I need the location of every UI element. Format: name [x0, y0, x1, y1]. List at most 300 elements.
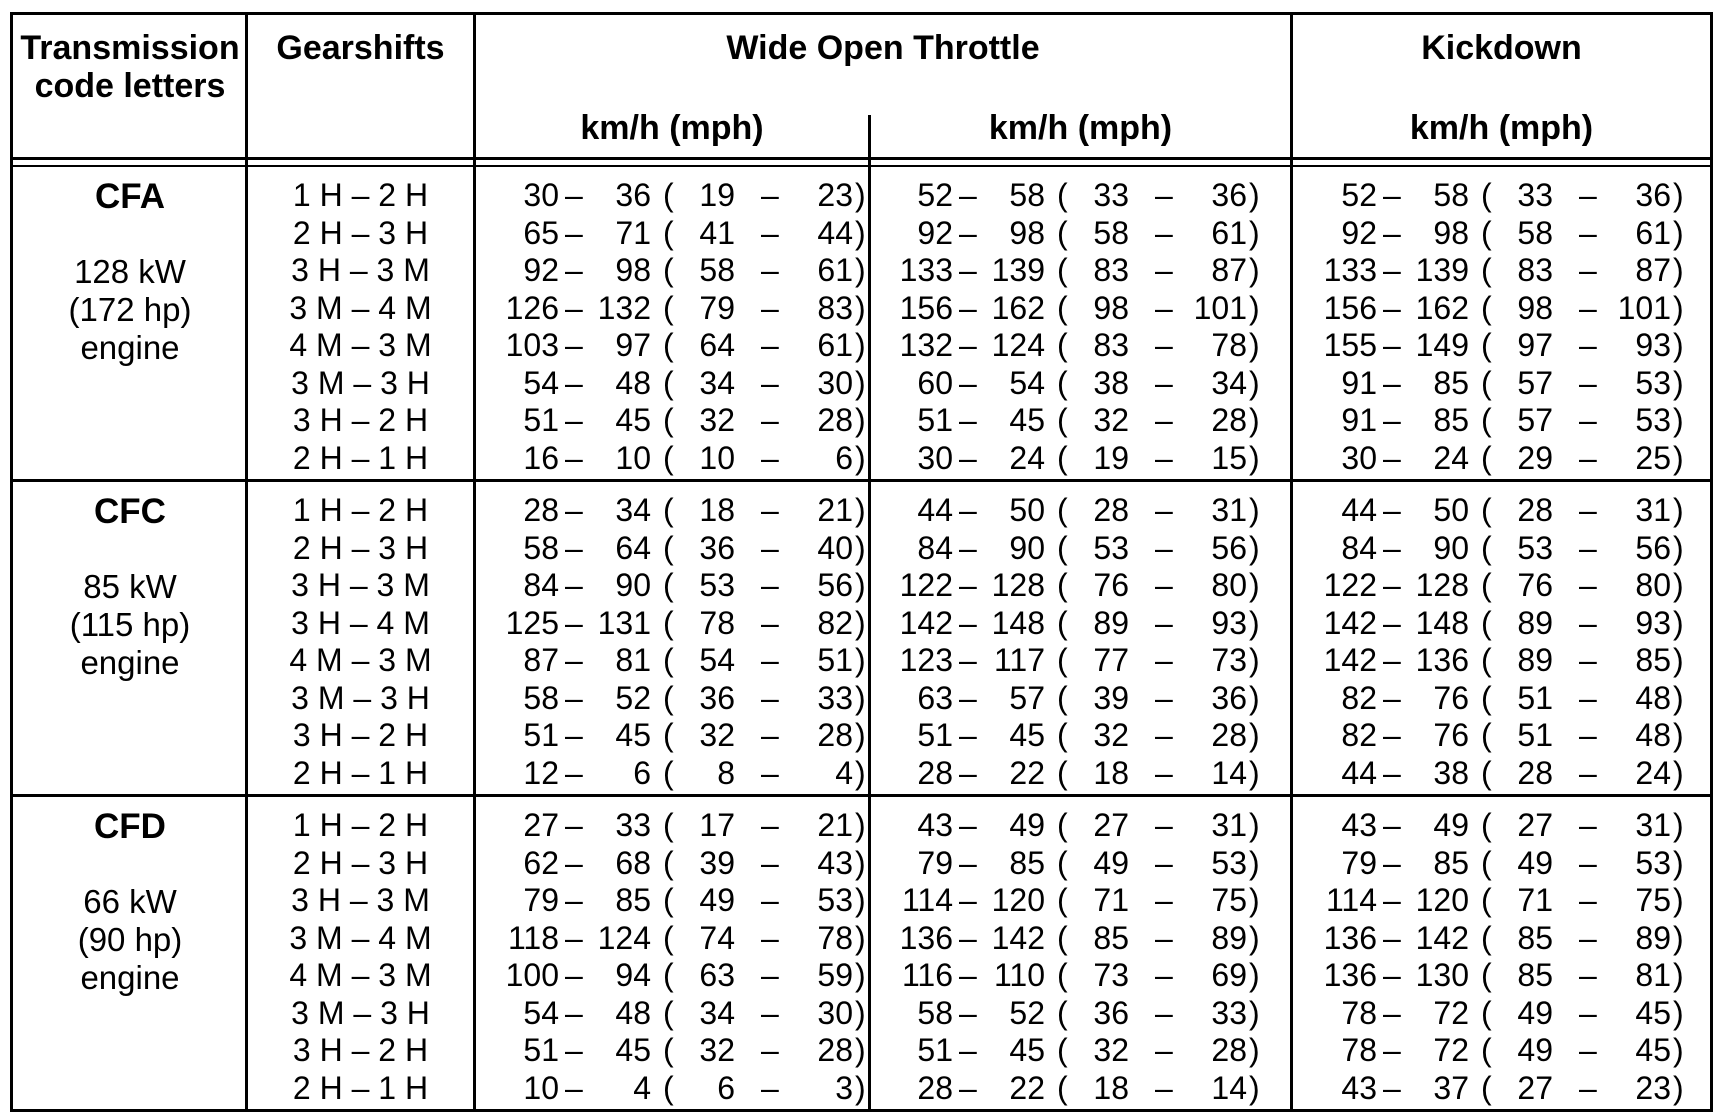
mph-to: 87: [1635, 252, 1671, 288]
mph-to: 78: [817, 919, 853, 956]
dash: –: [1383, 529, 1401, 566]
dash: –: [761, 844, 779, 881]
mph-to: 85: [1635, 642, 1671, 678]
paren-close: ): [1249, 604, 1260, 641]
paren-open: (: [1481, 402, 1492, 438]
kmh-from: 103: [505, 327, 559, 363]
speed-range-cell: [1313, 365, 1693, 403]
kmh-from: 125: [505, 604, 559, 641]
kmh-to: 22: [1009, 1069, 1045, 1106]
mph-to: 28: [817, 717, 853, 753]
kmh-to: 148: [1415, 604, 1469, 641]
speed-range-cell: [1313, 252, 1693, 290]
paren-close: ): [1249, 994, 1260, 1031]
dash: –: [959, 529, 977, 566]
kmh-from: 28: [523, 492, 559, 528]
speed-range-cell: [889, 1032, 1269, 1070]
kmh-from: 133: [1323, 252, 1377, 288]
dash: –: [959, 604, 977, 641]
dash: –: [1155, 919, 1173, 956]
kmh-from: 79: [523, 882, 559, 918]
paren-close: ): [1249, 754, 1260, 791]
speed-range-cell: [1313, 957, 1693, 995]
kmh-to: 148: [991, 604, 1045, 641]
mph-from: 32: [699, 717, 735, 753]
kmh-to: 132: [597, 289, 651, 326]
mph-from: 79: [699, 289, 735, 326]
paren-close: ): [1249, 882, 1260, 918]
dash: –: [1579, 717, 1597, 753]
dash: –: [565, 957, 583, 993]
speed-range-cell: [1313, 1032, 1693, 1070]
paren-close: ): [1249, 642, 1260, 678]
dash: –: [761, 1032, 779, 1068]
dash: –: [1579, 882, 1597, 918]
dash: –: [1155, 439, 1173, 476]
paren-open: (: [663, 642, 674, 678]
speed-range-cell: [1313, 807, 1693, 845]
paren-open: (: [1057, 289, 1068, 326]
mph-to: 87: [1211, 252, 1247, 288]
dash: –: [565, 1069, 583, 1106]
paren-close: ): [855, 567, 866, 603]
speed-range-cell: [889, 845, 1269, 883]
speed-range-cell: [495, 845, 875, 883]
dash: –: [1383, 679, 1401, 716]
paren-close: ): [1249, 214, 1260, 251]
dash: –: [1155, 1032, 1173, 1068]
mph-to: 30: [817, 994, 853, 1031]
dash: –: [761, 327, 779, 363]
mph-to: 3: [835, 1069, 853, 1106]
engine-power-kw: 66 kW: [83, 883, 177, 920]
kmh-from: 12: [523, 754, 559, 791]
mph-to: 56: [1211, 529, 1247, 566]
paren-open: (: [1057, 717, 1068, 753]
kmh-from: 122: [899, 567, 953, 603]
mph-from: 85: [1517, 957, 1553, 993]
speed-range-cell: [889, 882, 1269, 920]
mph-to: 56: [817, 567, 853, 603]
mph-to: 31: [1211, 492, 1247, 528]
mph-to: 89: [1635, 919, 1671, 956]
paren-open: (: [663, 252, 674, 288]
dash: –: [761, 364, 779, 401]
mph-from: 76: [1093, 567, 1129, 603]
dash: –: [1579, 327, 1597, 363]
gearshift-cell: 2 H – 3 H: [292, 844, 429, 881]
dash: –: [959, 717, 977, 753]
kmh-to: 49: [1009, 807, 1045, 843]
kmh-from: 92: [523, 252, 559, 288]
dash: –: [1155, 289, 1173, 326]
mph-from: 32: [699, 1032, 735, 1068]
mph-from: 17: [699, 807, 735, 843]
kmh-from: 52: [917, 177, 953, 213]
mph-to: 51: [817, 642, 853, 678]
kmh-to: 139: [1415, 252, 1469, 288]
paren-close: ): [1673, 529, 1684, 566]
kmh-from: 91: [1341, 402, 1377, 438]
dash: –: [959, 214, 977, 251]
kmh-from: 54: [523, 364, 559, 401]
kmh-to: 58: [1009, 177, 1045, 213]
mph-from: 27: [1517, 1069, 1553, 1106]
speed-range-cell: [1313, 642, 1693, 680]
paren-open: (: [663, 289, 674, 326]
speed-range-cell: [889, 957, 1269, 995]
paren-open: (: [1481, 882, 1492, 918]
paren-open: (: [1057, 177, 1068, 213]
kmh-from: 136: [899, 919, 953, 956]
mph-from: 73: [1093, 957, 1129, 993]
speed-range-cell: [889, 755, 1269, 793]
dash: –: [1155, 994, 1173, 1031]
paren-open: (: [1481, 214, 1492, 251]
kmh-from: 58: [917, 994, 953, 1031]
mph-to: 23: [817, 177, 853, 213]
mph-from: 27: [1517, 807, 1553, 843]
kmh-to: 85: [1433, 402, 1469, 438]
paren-open: (: [663, 919, 674, 956]
mph-to: 89: [1211, 919, 1247, 956]
dash: –: [959, 679, 977, 716]
paren-close: ): [1673, 1069, 1684, 1106]
engine-label: engine: [80, 329, 180, 366]
dash: –: [565, 252, 583, 288]
kmh-from: 30: [1341, 439, 1377, 476]
paren-open: (: [1057, 807, 1068, 843]
dash: –: [1155, 679, 1173, 716]
paren-close: ): [1673, 754, 1684, 791]
paren-close: ): [1673, 567, 1684, 603]
mph-from: 58: [699, 252, 735, 288]
dash: –: [1155, 214, 1173, 251]
kmh-from: 27: [523, 807, 559, 843]
paren-close: ): [1249, 492, 1260, 528]
speed-range-cell: [1313, 530, 1693, 568]
dash: –: [1383, 844, 1401, 881]
dash: –: [1383, 957, 1401, 993]
mph-from: 10: [699, 439, 735, 476]
mph-from: 83: [1517, 252, 1553, 288]
group-divider-1: [13, 479, 1710, 482]
mph-from: 18: [699, 492, 735, 528]
speed-range-cell: [889, 440, 1269, 478]
divider-col2: [473, 15, 476, 1109]
paren-open: (: [663, 529, 674, 566]
wot-column: [495, 177, 875, 477]
kmh-from: 133: [899, 252, 953, 288]
paren-open: (: [1057, 529, 1068, 566]
speed-range-cell: [495, 290, 875, 328]
mph-from: 74: [699, 919, 735, 956]
paren-open: (: [1057, 567, 1068, 603]
wot-column: [889, 807, 1269, 1107]
paren-open: (: [1481, 364, 1492, 401]
kmh-from: 84: [1341, 529, 1377, 566]
kmh-from: 132: [899, 327, 953, 363]
dash: –: [959, 919, 977, 956]
mph-from: 57: [1517, 364, 1553, 401]
mph-from: 18: [1093, 754, 1129, 791]
speed-range-cell: [495, 252, 875, 290]
speed-range-cell: [889, 215, 1269, 253]
paren-open: (: [663, 957, 674, 993]
speed-range-cell: [1313, 440, 1693, 478]
engine-power-hp: (115 hp): [69, 606, 191, 643]
dash: –: [1155, 492, 1173, 528]
dash: –: [565, 717, 583, 753]
paren-open: (: [1481, 604, 1492, 641]
mph-to: 80: [1211, 567, 1247, 603]
mph-to: 45: [1635, 994, 1671, 1031]
mph-from: 89: [1517, 642, 1553, 678]
speed-range-cell: [495, 402, 875, 440]
paren-close: ): [855, 844, 866, 881]
kmh-to: 52: [1009, 994, 1045, 1031]
paren-close: ): [1249, 679, 1260, 716]
kmh-to: 98: [1433, 214, 1469, 251]
speed-range-cell: [1313, 605, 1693, 643]
kmh-to: 57: [1009, 679, 1045, 716]
mph-to: 24: [1635, 754, 1671, 791]
mph-to: 61: [817, 252, 853, 288]
engine-description: [17, 568, 243, 682]
mph-from: 85: [1093, 919, 1129, 956]
kmh-to: 81: [615, 642, 651, 678]
paren-close: ): [855, 604, 866, 641]
mph-to: 93: [1635, 604, 1671, 641]
kmh-from: 63: [917, 679, 953, 716]
dash: –: [565, 882, 583, 918]
kmh-to: 120: [1415, 882, 1469, 918]
kmh-to: 45: [1009, 717, 1045, 753]
mph-to: 4: [835, 754, 853, 791]
kmh-from: 142: [1323, 604, 1377, 641]
paren-close: ): [855, 754, 866, 791]
kmh-from: 28: [917, 754, 953, 791]
dash: –: [761, 717, 779, 753]
paren-open: (: [1057, 957, 1068, 993]
paren-close: ): [1673, 957, 1684, 993]
kmh-from: 65: [523, 214, 559, 251]
kmh-from: 16: [523, 439, 559, 476]
kmh-from: 62: [523, 844, 559, 881]
dash: –: [1579, 604, 1597, 641]
dash: –: [1383, 1069, 1401, 1106]
paren-open: (: [663, 1069, 674, 1106]
dash: –: [565, 567, 583, 603]
paren-close: ): [1673, 994, 1684, 1031]
mph-from: 49: [1093, 844, 1129, 881]
kmh-from: 92: [1341, 214, 1377, 251]
mph-from: 32: [1093, 402, 1129, 438]
mph-from: 38: [1093, 364, 1129, 401]
mph-from: 33: [1517, 177, 1553, 213]
dash: –: [959, 994, 977, 1031]
gearshift-cell: 4 M – 3 M: [289, 327, 432, 363]
paren-close: ): [855, 177, 866, 213]
paren-close: ): [1673, 679, 1684, 716]
kmh-from: 91: [1341, 364, 1377, 401]
mph-from: 63: [699, 957, 735, 993]
mph-to: 14: [1211, 1069, 1247, 1106]
dash: –: [1579, 214, 1597, 251]
kmh-to: 139: [991, 252, 1045, 288]
dash: –: [959, 957, 977, 993]
paren-open: (: [1481, 177, 1492, 213]
mph-from: 32: [1093, 717, 1129, 753]
group-divider-2: [13, 794, 1710, 797]
dash: –: [959, 1032, 977, 1068]
dash: –: [761, 994, 779, 1031]
paren-close: ): [855, 717, 866, 753]
paren-close: ): [1249, 177, 1260, 213]
speed-range-cell: [495, 1070, 875, 1108]
header-unit-wot-1: km/h (mph): [580, 109, 764, 147]
dash: –: [1155, 529, 1173, 566]
paren-open: (: [1481, 957, 1492, 993]
header-unit-kickdown: km/h (mph): [1409, 109, 1594, 147]
kmh-to: 85: [615, 882, 651, 918]
kmh-to: 4: [633, 1069, 651, 1106]
dash: –: [565, 529, 583, 566]
kmh-from: 142: [1323, 642, 1377, 678]
kmh-to: 98: [1009, 214, 1045, 251]
header-rule-2: [13, 165, 1710, 167]
paren-open: (: [1057, 604, 1068, 641]
paren-open: (: [1057, 402, 1068, 438]
kmh-to: 136: [1415, 642, 1469, 678]
gearshift-cell: 1 H – 2 H: [292, 492, 429, 528]
kmh-to: 6: [633, 754, 651, 791]
kmh-from: 43: [1341, 1069, 1377, 1106]
mph-to: 15: [1211, 439, 1247, 476]
paren-close: ): [1673, 177, 1684, 213]
mph-from: 36: [1093, 994, 1129, 1031]
speed-range-cell: [495, 717, 875, 755]
kmh-from: 30: [523, 177, 559, 213]
dash: –: [1579, 567, 1597, 603]
dash: –: [1579, 642, 1597, 678]
mph-from: 83: [1093, 252, 1129, 288]
kmh-to: 37: [1433, 1069, 1469, 1106]
paren-open: (: [1481, 1032, 1492, 1068]
paren-close: ): [1673, 327, 1684, 363]
paren-open: (: [1481, 439, 1492, 476]
paren-close: ): [1249, 919, 1260, 956]
kmh-to: 50: [1433, 492, 1469, 528]
kmh-from: 87: [523, 642, 559, 678]
kmh-to: 36: [615, 177, 651, 213]
dash: –: [1155, 957, 1173, 993]
engine-power-kw: 85 kW: [83, 568, 177, 605]
dash: –: [1579, 844, 1597, 881]
kmh-from: 43: [1341, 807, 1377, 843]
paren-close: ): [855, 289, 866, 326]
dash: –: [565, 289, 583, 326]
mph-to: 28: [817, 1032, 853, 1068]
dash: –: [761, 754, 779, 791]
header-kickdown: Kickdown: [1421, 29, 1582, 67]
paren-open: (: [663, 754, 674, 791]
paren-close: ): [855, 327, 866, 363]
mph-to: 93: [1211, 604, 1247, 641]
gearshift-cell: 3 M – 3 H: [291, 364, 430, 401]
mph-from: 71: [1517, 882, 1553, 918]
speed-range-cell: [889, 605, 1269, 643]
kmh-to: 68: [615, 844, 651, 881]
dash: –: [761, 214, 779, 251]
paren-close: ): [1673, 844, 1684, 881]
mph-from: 78: [699, 604, 735, 641]
mph-to: 101: [1617, 289, 1671, 326]
speed-range-cell: [495, 642, 875, 680]
gearshift-cell: 3 H – 4 M: [291, 604, 430, 641]
speed-range-cell: [889, 807, 1269, 845]
mph-from: 19: [699, 177, 735, 213]
paren-close: ): [1249, 402, 1260, 438]
mph-from: 53: [1517, 529, 1553, 566]
paren-close: ): [855, 1032, 866, 1068]
dash: –: [761, 919, 779, 956]
engine-cell: [17, 807, 243, 997]
paren-open: (: [663, 327, 674, 363]
mph-to: 53: [1635, 844, 1671, 881]
speed-range-cell: [1313, 290, 1693, 328]
speed-range-cell: [495, 327, 875, 365]
paren-close: ): [1673, 807, 1684, 843]
dash: –: [761, 402, 779, 438]
paren-close: ): [1673, 439, 1684, 476]
kmh-to: 142: [991, 919, 1045, 956]
dash: –: [1383, 994, 1401, 1031]
dash: –: [1579, 177, 1597, 213]
dash: –: [959, 177, 977, 213]
paren-open: (: [663, 882, 674, 918]
dash: –: [565, 439, 583, 476]
dash: –: [959, 882, 977, 918]
paren-open: (: [1057, 844, 1068, 881]
kmh-from: 54: [523, 994, 559, 1031]
kmh-from: 84: [523, 567, 559, 603]
paren-open: (: [663, 679, 674, 716]
mph-to: 80: [1635, 567, 1671, 603]
mph-from: 8: [717, 754, 735, 791]
dash: –: [761, 177, 779, 213]
engine-label: engine: [80, 959, 180, 996]
kmh-from: 10: [523, 1069, 559, 1106]
transmission-code: CFD: [94, 807, 166, 846]
speed-range-cell: [495, 365, 875, 403]
paren-close: ): [1673, 642, 1684, 678]
kmh-from: 51: [917, 1032, 953, 1068]
gearshift-cell: 3 H – 3 M: [291, 252, 430, 288]
speed-range-cell: [495, 567, 875, 605]
speed-range-cell: [1313, 755, 1693, 793]
paren-open: (: [1057, 882, 1068, 918]
kmh-from: 82: [1341, 679, 1377, 716]
dash: –: [761, 1069, 779, 1106]
paren-open: (: [1481, 679, 1492, 716]
kmh-to: 76: [1433, 717, 1469, 753]
mph-to: 31: [1635, 492, 1671, 528]
paren-open: (: [1481, 717, 1492, 753]
gearshift-cell: 3 H – 3 M: [291, 882, 430, 918]
paren-open: (: [663, 807, 674, 843]
mph-to: 28: [1211, 402, 1247, 438]
